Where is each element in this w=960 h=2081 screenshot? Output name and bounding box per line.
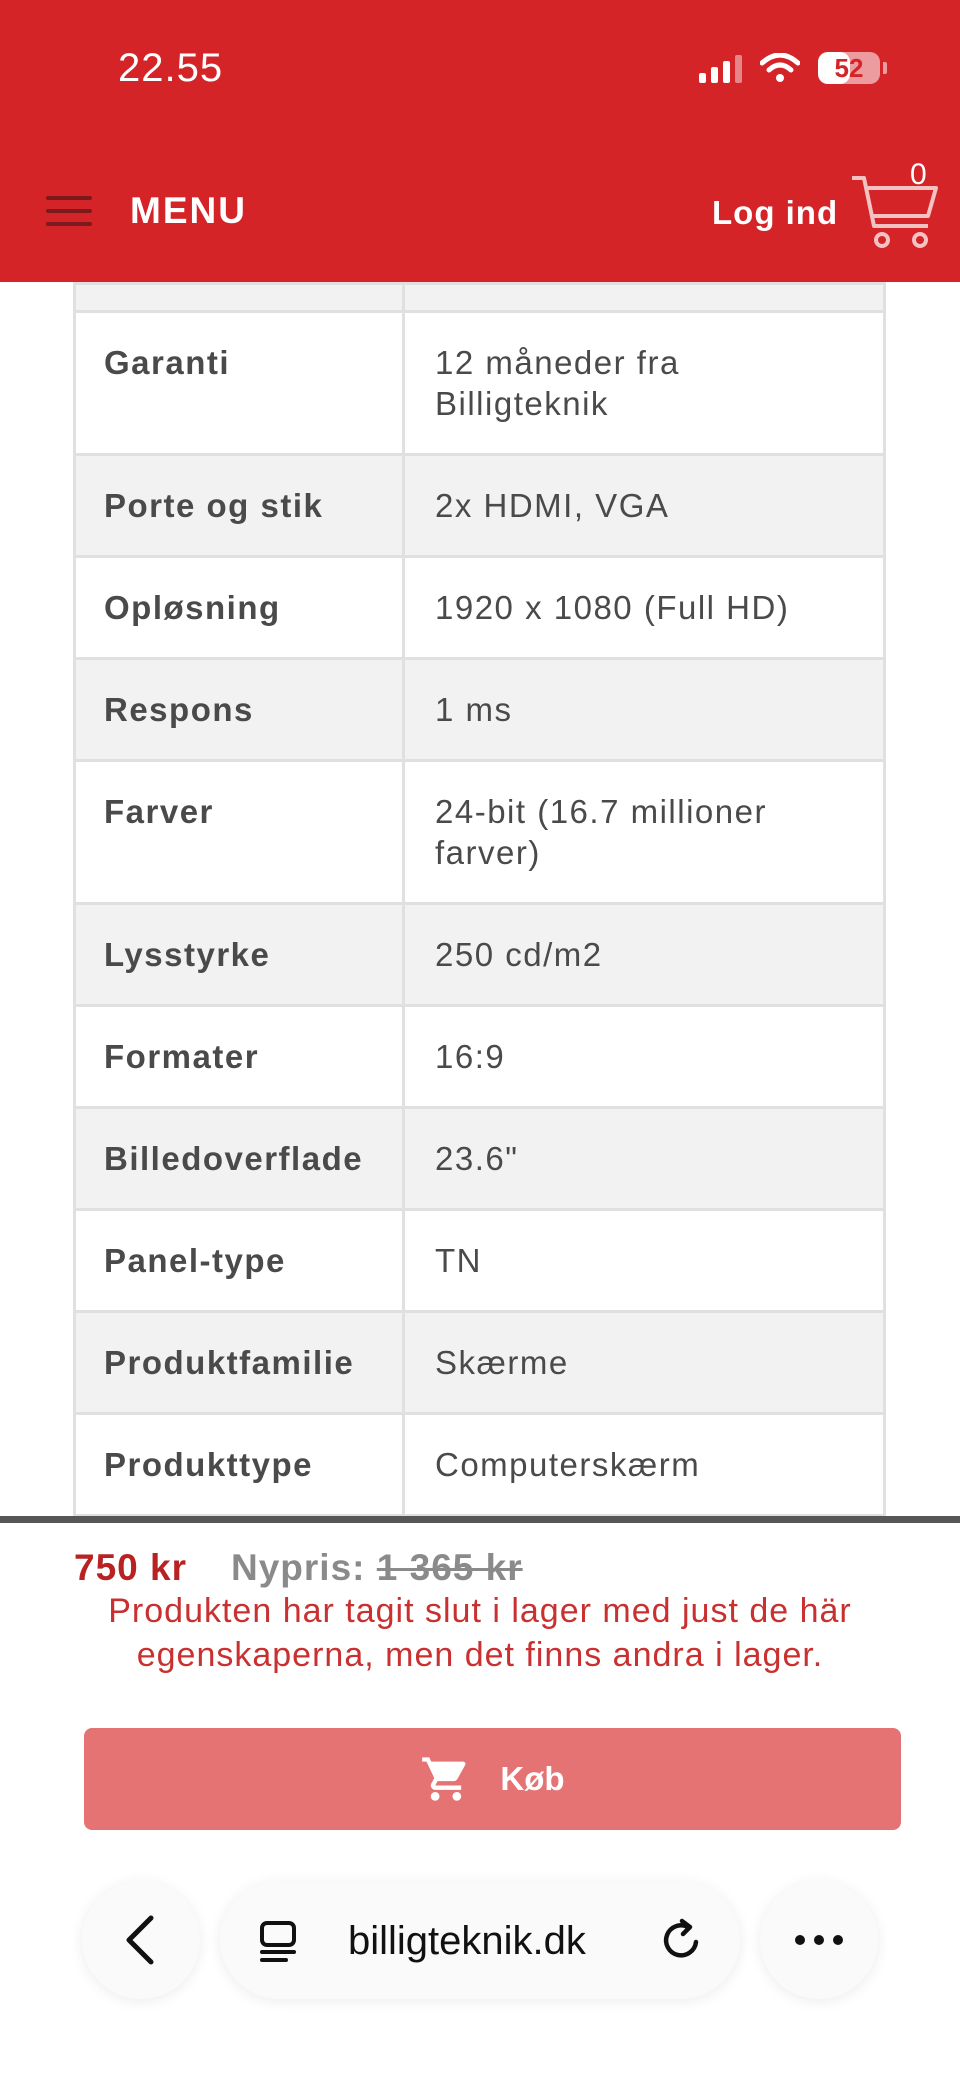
table-row [75,284,885,312]
spec-value: 12 måneder fra Billigteknik [404,312,885,455]
spec-value: 250 cd/m2 [404,904,885,1006]
spec-value: 1920 x 1080 (Full HD) [404,557,885,659]
spec-value: 23.6" [404,1108,885,1210]
status-icons [699,52,880,84]
table-row [75,904,885,1006]
new-price: 1 365 kr [376,1547,523,1588]
spec-key: Billedoverflade [75,1108,404,1210]
more-icon [795,1935,805,1945]
address-bar[interactable] [220,1881,740,1999]
spec-key: Panel-type [75,1210,404,1312]
battery-level: 52 [834,52,864,83]
battery-icon [818,52,880,84]
spec-value: 2x HDMI, VGA [404,455,885,557]
menu-button[interactable] [46,190,247,232]
spec-value: TN [404,1210,885,1312]
url-text: billigteknik.dk [348,1919,586,1963]
spec-key: Formater [75,1006,404,1108]
new-price-info [231,1547,523,1589]
spec-key: Opløsning [75,557,404,659]
buy-button[interactable] [84,1728,901,1830]
site-header [0,0,960,282]
spec-value: Skærme [404,1312,885,1414]
divider [0,1516,960,1523]
table-row [75,761,885,904]
menu-label: MENU [130,190,247,231]
login-link[interactable]: Log ind [712,194,839,231]
status-time: 22.55 [118,46,224,90]
table-row [75,1414,885,1516]
spec-key: Farver [75,761,404,904]
spec-key: Lysstyrke [75,904,404,1006]
table-row [75,659,885,761]
more-button[interactable] [760,1881,878,1999]
page-menu-icon [258,1919,302,1963]
spec-table [73,282,886,1517]
spec-key: Produkttype [75,1414,404,1516]
table-row [75,557,885,659]
spec-key: Respons [75,659,404,761]
spec-key: Produktfamilie [75,1312,404,1414]
spec-value: 24-bit (16.7 millioner farver) [404,761,885,904]
spec-value: Computerskærm [404,1414,885,1516]
hamburger-icon [46,196,92,226]
price-line [74,1547,523,1589]
back-button[interactable] [82,1881,200,1999]
current-price: 750 kr [74,1547,187,1588]
cellular-signal-icon [699,53,742,83]
table-row [75,312,885,455]
spec-value: 1 ms [404,659,885,761]
buy-panel [0,1523,960,2081]
spec-value: 16:9 [404,1006,885,1108]
reload-icon[interactable] [658,1917,704,1963]
spec-key: Garanti [75,312,404,455]
table-row [75,1006,885,1108]
spec-key: Porte og stik [75,455,404,557]
table-row [75,1108,885,1210]
back-chevron-icon [121,1912,161,1968]
table-row [75,455,885,557]
wifi-icon [760,53,800,83]
new-price-label: Nypris: [231,1547,366,1588]
table-row [75,1312,885,1414]
stock-message: Produkten har tagit slut i lager med just de här egenskaperna, men det finns andra i lager. [108,1592,852,1674]
cart-count: 0 [910,158,927,191]
shopping-cart-icon [420,1753,472,1805]
buy-button-label: Køb [500,1760,565,1797]
table-row [75,1210,885,1312]
